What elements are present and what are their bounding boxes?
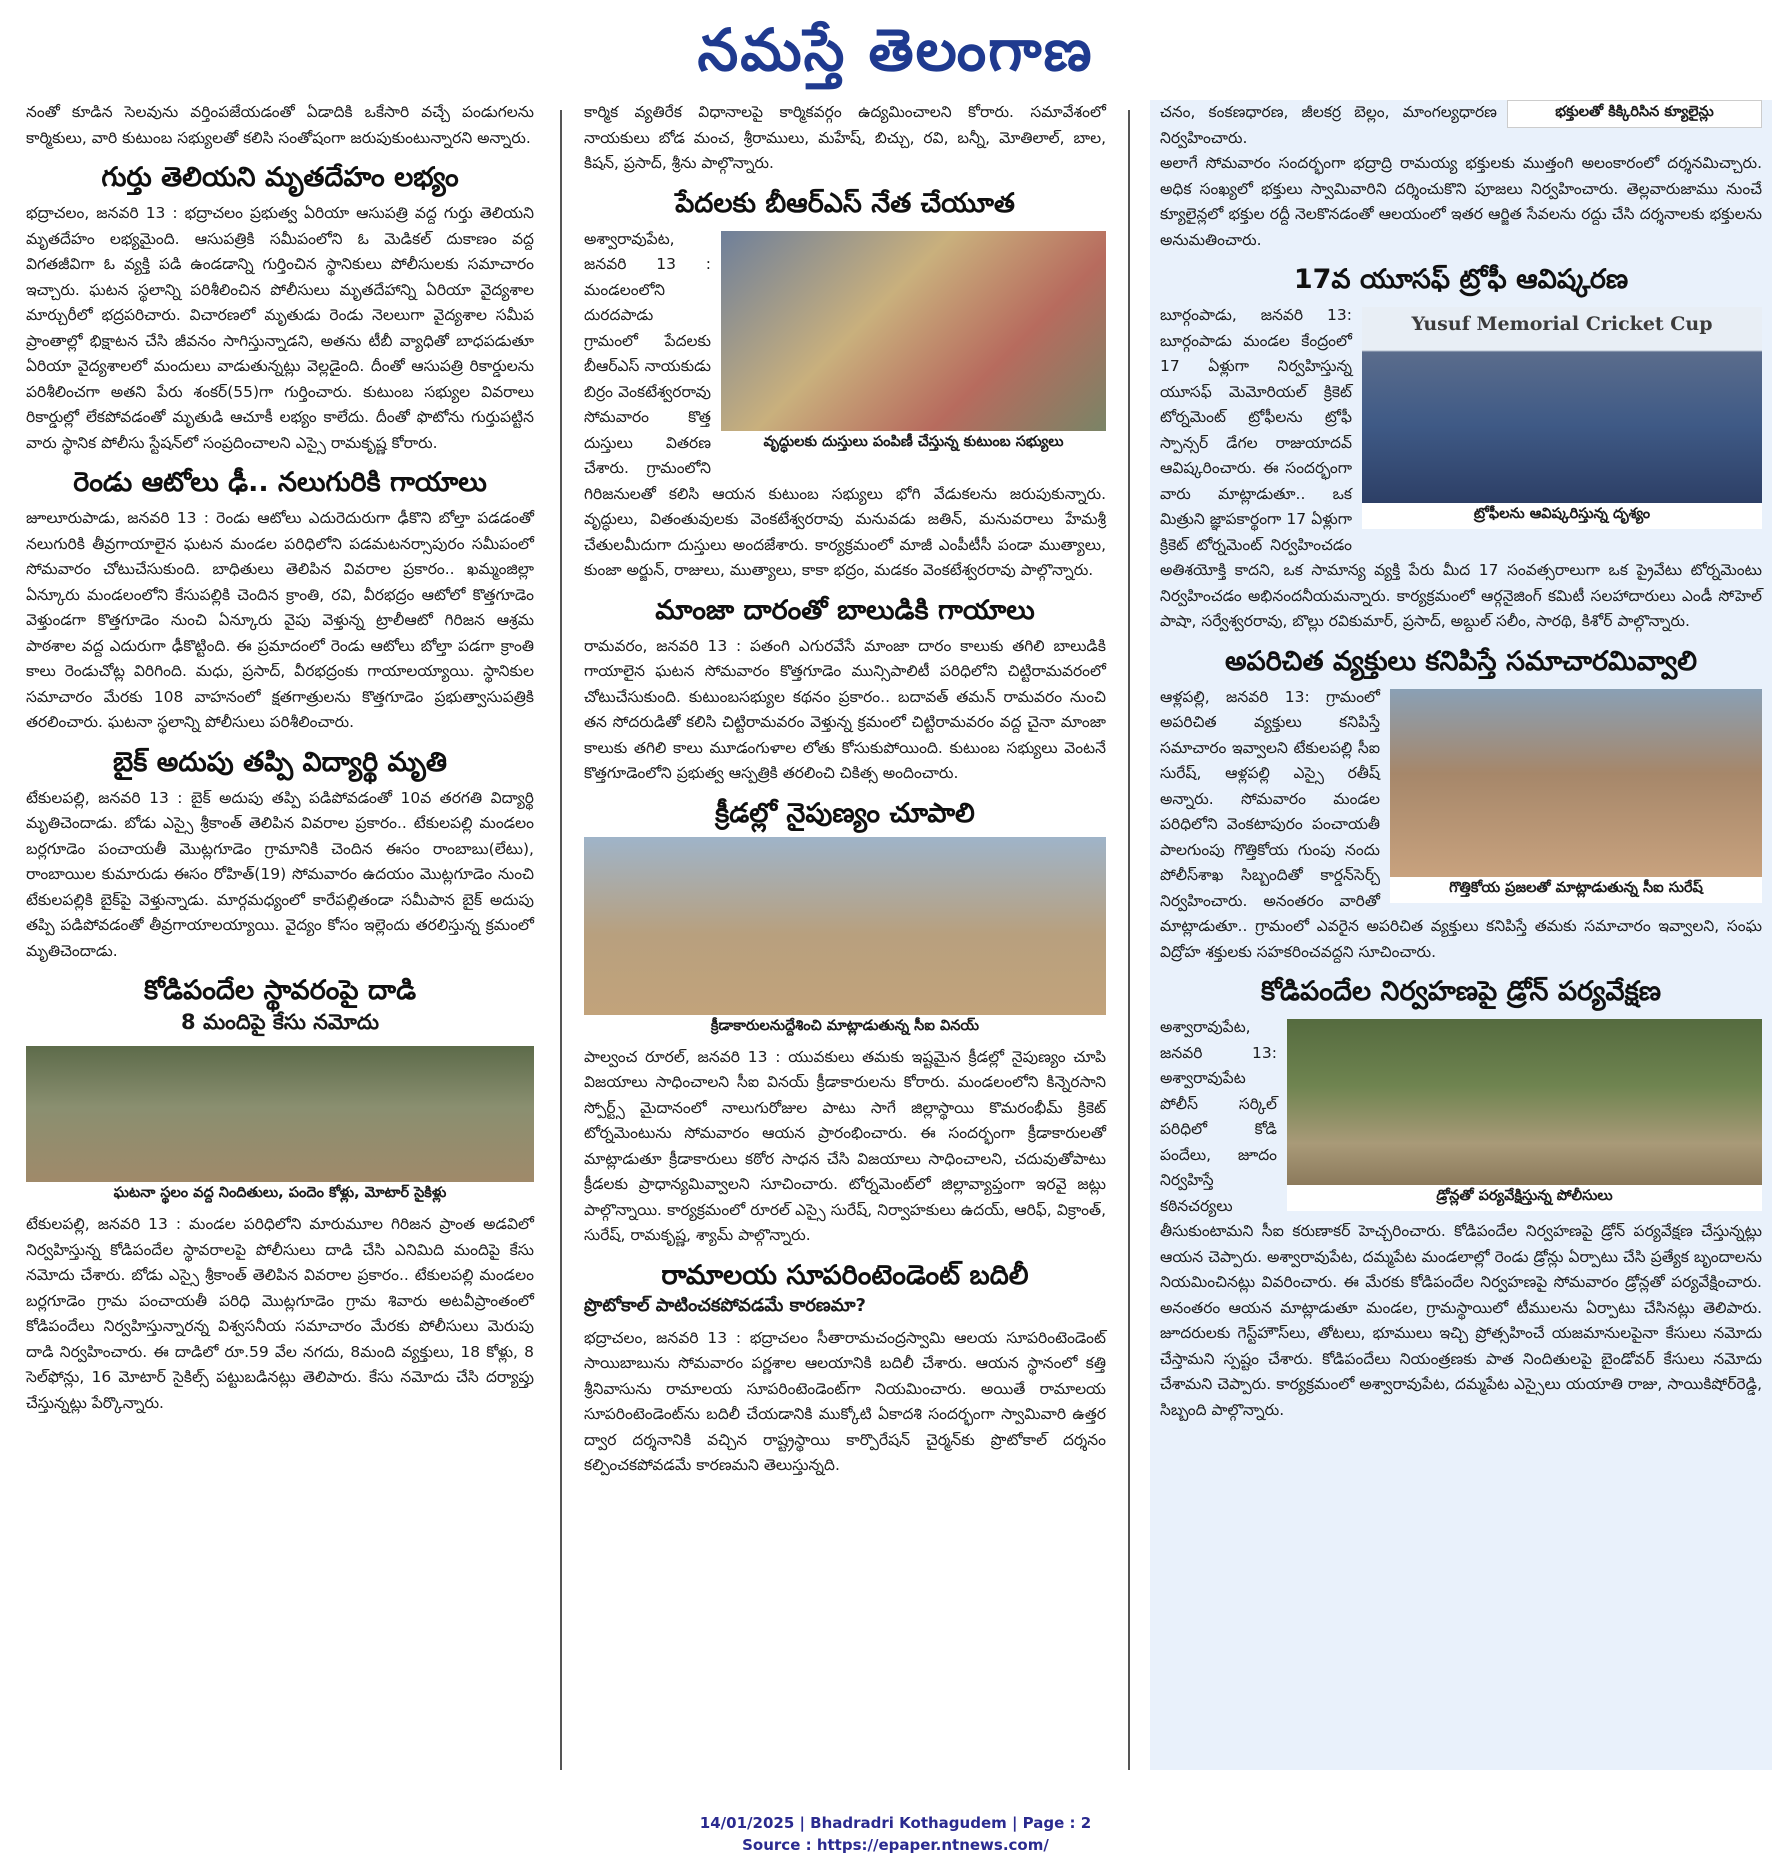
subheadline-temple-transfer: ప్రొటోకాల్ పాటించకపోవడమే కారణమా? [584,1294,866,1316]
headline-sports-skill: క్రీడల్లో నైపుణ్యం చూపాలి [715,797,975,829]
figure-drone-watch [1287,1019,1762,1211]
article-sports-skill: పాల్వంచ రూరల్, జనవరి 13 : యువకులు తమకు ఇష్టమైన క్రీడల్లో నైపుణ్యం చూపి విజయాలు సాధించాలని సీఐ వినయ్ క్రీడాకారులను కోరారు. మండలంలోని కిన్నెరసాని స్పోర్ట్స్ మైదానంలో నాలుగురోజుల పాటు సాగే జిల్లాస్థాయి కొమరంభీమ్ క్రికెట్ టోర్నమెంటును సోమవారం ఆయన ప్రారంభించారు. ఈ సందర్భంగా క్రీడాకారులతో మాట్లాడుతూ క్రీడాకారులు కఠోర సాధన చేసి విజయాలు సాధించాలని, చదువుతోపాటు క్రీడలకు ప్రాధాన్యమివ్వాలని సూచించారు. టోర్నమెంట్‌లో జిల్లావ్యాప్తంగా ఇరవై జట్లు పాల్గొన్నాయి. కార్యక్రమంలో రూరల్ ఎస్సై సురేష్, నిర్వాహకులు ఉదయ్, ఆరిఫ్, విక్రాంత్, సురేష్, రామకృష్ణ, శ్యామ్ పాల్గొన్నారు. [584,1047,1106,1244]
article-unidentified-body: భద్రాచలం, జనవరి 13 : భద్రాచలం ప్రభుత్వ ఏరియా ఆసుపత్రి వద్ద గుర్తు తెలియని మృతదేహం లభ్యమైంది. ఆసుపత్రికి సమీపంలోని ఓ మెడికల్ దుకాణం వద్ద విగతజీవిగా ఓ వ్యక్తి పడి ఉండడాన్ని గుర్తించిన స్థానికులు పోలీసులకు సమాచారం ఇచ్చారు. ఘటన స్థలాన్ని పరిశీలించిన పోలీసులు మృతదేహాన్ని ఏరియా వైద్యశాల మార్చురీలో భద్రపరిచారు. విచారణలో మృతుడు రెండు నెలలుగా వైద్యశాల సమీప ప్రాంతాల్లో భిక్షాటన చేసి జీవనం సాగిస్తున్నాడని, అతను టీబీ వ్యాధితో బాధపడుతూ ఏరియా వైద్యశాలలో మందులు వాడుతున్నట్లు వెల్లడైంది. దీంతో ఆసుపత్రి రికార్డులను పరిశీలించగా అతని పేరు శంకర్(55)గా గుర్తించారు. కుటుంబ సభ్యుల వివరాలు రికార్డుల్లో లేకపోవడంతో మృతుడి ఆచూకీ లభ్యం కాలేదు. దీంతో ఫొటోను గుర్తుపట్టిన వారు స్థానిక పోలీసు స్టేషన్‌లో సంప్రదించాలని ఎస్సై రామకృష్ణ కోరారు. [26,204,534,452]
subheadline-cockfight-raid: 8 మందిపై కేసు నమోదు [181,1010,379,1034]
caption-yusuf-trophy: ట్రోఫీలను ఆవిష్కరిస్తున్న దృశ్యం [1362,503,1762,529]
photo-drone-watch [1287,1019,1762,1185]
article-yusuf-trophy: బూర్గంపాడు, జనవరి 13: బూర్గంపాడు మండల కేంద్రంలో 17 ఏళ్లుగా నిర్వహిస్తున్న యూసఫ్ మెమోరియల్ క్రికెట్ టోర్నమెంట్ ట్రోఫీలను ట్రోఫీ స్పాన్సర్ డేగల రాజుయాదవ్ ఆవిష్కరించారు. ఈ సందర్భంగా వారు మాట్లాడుతూ.. ఒక మిత్రుని జ్ఞాపకార్థంగా 17 ఏళ్లుగా క్రికెట్ టోర్నమెంట్ నిర్వహించడం అతిశయోక్తి కాదని, ఒక సామాన్య వ్యక్తి పేరు మీద 17 సంవత్సరాలుగా ఒక ప్రైవేటు టోర్నమెంటు నిర్వహించడం అభినందనీయమన్నారు. కార్యక్రమంలో ఆర్గనైజింగ్ కమిటీ సలహాదారులు ఎండీ సోహెల్ పాషా, సర్వేశ్వరరావు, బొల్లు రవికుమార్, ప్రసాద్, అబ్దుల్ సలీం, సారథి, కిశోర్ పాల్గొన్నారు. [1160,306,1762,630]
column-divider-right [1128,110,1130,1770]
continued-text: నంతో కూడిన సెలవును వర్తింపజేయడంతో ఏడాదికి ఒకేసారి వచ్చే పండుగలను కార్మికులు, వారి కుటుంబ సభ్యులతో కలిసి సంతోషంగా జరుపుకుంటున్నారని అన్నారు. [26,103,534,147]
photo-sports-skill [584,837,1106,1015]
headline-brs-help: పేదలకు బీఆర్‌ఎస్ నేత చేయూత [675,187,1015,219]
figure-unknown-persons [1390,689,1762,903]
masthead-title: నమస్తే తెలంగాణ [697,16,1094,84]
headline-drone-watch: కోడిపందేల నిర్వహణపై డ్రోన్ పర్యవేక్షణ [1260,976,1662,1007]
headline-auto-collision: రెండు ఆటోలు ఢీ.. నలుగురికి గాయాలు [73,467,487,498]
headline-temple-transfer: రామాలయ సూపరింటెండెంట్ బదిలీ [661,1259,1029,1291]
caption-unknown-persons: గొత్తికోయ ప్రజలతో మాట్లాడుతున్న సీఐ సురేష్ [1390,877,1762,903]
continued-text-2: అలాగే సోమవారం సందర్భంగా భద్రాద్రి రామయ్య భక్తులకు ముత్తంగి అలంకారంలో దర్శనమిచ్చారు. అధిక సంఖ్యలో భక్తులు స్వామివారిని దర్శించుకొని పూజలు నిర్వహించారు. తెల్లవారుజాము నుంచే క్యూలైన్లలో భక్తుల రద్దీ నెలకొనడంతో ఆలయంలో ఇతర ఆర్జిత సేవలను రద్దు చేసి దర్శనాలకు భక్తులను అనుమతించారు. [1160,154,1762,249]
page-footer [0,1812,1791,1856]
article-bike-accident: టేకులపల్లి, జనవరి 13 : బైక్ అదుపు తప్పి పడిపోవడంతో 10వ తరగతి విద్యార్థి మృతిచెందాడు. బోడు ఎస్సై శ్రీకాంత్ తెలిపిన వివరాల ప్రకారం.. టేకులపల్లి మండలం బర్లగూడెం పంచాయతీ మొట్లగూడెం గ్రామానికి చెందిన ఈసం రాంబాబు(లేటు), రాంబాయిల కుమారుడు ఈసం రోహిత్(19) సోమవారం ఉదయం మొట్లగూడెం నుంచి టేకులపల్లికి బైక్‌పై వెళ్తున్నాడు. మార్గమధ్యంలో కారేపల్లితండా సమీపాన బైక్ అదుపు తప్పి పడిపోవడంతో తీవ్రగాయాలయ్యాయి. వైద్యం కోసం ఇల్లెందు తరలిస్తున్న క్రమంలో మృతిచెందాడు. [26,788,534,960]
figure-queue-lines [1507,100,1762,128]
footer-source-line: Source : https://epaper.ntnews.com/ [742,1836,1049,1854]
figure-yusuf-trophy [1362,307,1762,529]
trophy-banner-text: Yusuf Memorial Cricket Cup [1411,313,1713,335]
article-unknown-persons: ఆళ్లపల్లి, జనవరి 13: గ్రామంలో అపరిచిత వ్యక్తులు కనిపిస్తే సమాచారం ఇవ్వాలని టేకులపల్లి సీఐ సురేష్, ఆళ్లపల్లి ఎస్సై రతీష్ అన్నారు. సోమవారం మండల పరిధిలోని వెంకటాపురం పంచాయతీ పాలగుంపు గొత్తికోయ గుంపు నందు పోలీస్‌శాఖ సిబ్బందితో కార్డన్‌సెర్చ్ నిర్వహించారు. అనంతరం వారితో మాట్లాడుతూ.. గ్రామంలో ఎవరైన అపరిచిత వ్యక్తులు కనిపిస్తే తమకు సమాచారం ఇవ్వాలని, సంఘ విద్రోహ శక్తులకు సహకరించవద్దని సూచించారు. [1160,687,1762,961]
article-auto-collision: జూలూరుపాడు, జనవరి 13 : రెండు ఆటోలు ఎదురెదురుగా ఢీకొని బోల్తా పడడంతో నలుగురికి తీవ్రగాయాలైన ఘటన మండల పరిధిలోని పడమటనర్సాపురం సమీపంలో సోమవారం చోటుచేసుకుంది. బాధితులు తెలిపిన వివరాల ప్రకారం.. ఖమ్మంజిల్లా ఏన్కూరు మండలంలోని కేసుపల్లికి చెందిన క్రాంతి, రవి, వీరభద్రం ఆటోలో కొత్తగూడెం వెళ్తుండగా కొత్తగూడెం నుంచి ఏన్కూరు వైపు వెళ్తున్న ట్రాలీఆటో గిరిజన ఆశ్రమ పాఠశాల వద్ద ఎదురుగా ఢీకొట్టింది. ఈ ప్రమాదంలో రెండు ఆటోలు బోల్తా పడగా క్రాంతి కాలు రెండుచోట్ల విరిగింది. మధు, ప్రసాద్, వీరభద్రంకు గాయాలయ్యాయి. స్థానికుల సమాచారం మేరకు 108 వాహనంలో క్షతగాత్రులను కొత్తగూడెం ప్రభుత్వాసుపత్రికి తరలించారు. ఘటనా స్థలాన్ని పోలీసులు పరిశీలించారు. [26,509,534,731]
photo-brs-help [721,231,1106,431]
figure-sports-skill [584,837,1106,1041]
photo-unknown-persons [1390,689,1762,877]
caption-cockfight-raid: ఘటనా స్థలం వద్ద నిందితులు, పందెం కోళ్లు, మోటార్ సైకిళ్లు [26,1182,534,1208]
headline-cockfight-raid: కోడిపందేల స్థావరంపై దాడి [143,975,417,1006]
article-manja-injury: రామవరం, జనవరి 13 : పతంగి ఎగురవేసే మాంజా దారం కాలుకు తగిలి బాలుడికి గాయాలైన ఘటన సోమవారం కొత్తగూడెం మున్సిపాలిటీ పరిధిలోని చిట్టిరామవరంలో చోటుచేసుకుంది. కుటుంబసభ్యుల కథనం ప్రకారం.. బదావత్ తమన్ రామవరం నుంచి తన సోదరుడితో కలిసి చిట్టిరామవరం వెళ్తున్న క్రమంలో చిట్టిరామవరం వద్ద చైనా మాంజా కాలుకు తగిలి కాలు మూడంగుళాల లోతు కోసుకుపోయింది. కుటుంబ సభ్యులు వెంటనే కొత్తగూడెంలోని ప్రభుత్వ ఆస్పత్రికి తరలించి చికిత్స అందించారు. [584,636,1106,782]
headline-unknown-persons: అపరిచిత వ్యక్తులు కనిపిస్తే సమాచారమివ్వాలి [1224,645,1698,677]
article-cockfight-raid: టేకులపల్లి, జనవరి 13 : మండల పరిధిలోని మారుమూల గిరిజన ప్రాంత అడవిలో నిర్వహిస్తున్న కోడిపందేల స్థావరాలపై పోలీసులు దాడి చేసి ఎనిమిది మందిపై కేసు నమోదు చేశారు. బోడు ఎస్సై శ్రీకాంత్ తెలిపిన వివరాల ప్రకారం.. టేకులపల్లి మండలం బర్లగూడెం గ్రామ పంచాయతీ పరిధి మొట్లగూడెం గ్రామ శివారు అటవీప్రాంతంలో కోడిపందేలు నిర్వహిస్తున్నారన్న విశ్వసనీయ సమాచారం మేరకు పోలీసులు మెరుపు దాడి నిర్వహించారు. ఈ దాడిలో రూ.59 వేల నగదు, 8మంది వ్యక్తులు, 18 కోళ్లు, 8 సెల్‌ఫోన్లు, 16 మోటార్ సైకిల్స్ పట్టుబడినట్లు తెలిపారు. కేసు నమోదు చేసి దర్యాప్తు చేస్తున్నట్లు పేర్కొన్నారు. [26,1215,534,1412]
figure-brs-help [721,231,1106,457]
article-drone-watch: అశ్వారావుపేట, జనవరి 13: అశ్వారావుపేట పోలీస్ సర్కిల్ పరిధిలో కోడి పందేలు, జూదం నిర్వహిస్తే కఠినచర్యలు తీసుకుంటామని సీఐ కరుణాకర్ హెచ్చరించారు. కోడిపందేల నిర్వహణపై డ్రోన్ పర్యవేక్షణ చేస్తున్నట్లు ఆయన చెప్పారు. అశ్వారావుపేట, దమ్మపేట మండలాల్లో రెండు డ్రోన్లు ఏర్పాటు చేసి ప్రత్యేక బృందాలను నియమించినట్లు వివరించారు. ఈ మేరకు కోడిపందేల నిర్వహణపై సోమవారం డ్రోన్లతో పర్యవేక్షించారు. అనంతరం ఆయన మాట్లాడుతూ మండల, గ్రామస్థాయిలో టీములను ఏర్పాటు చేసినట్లు తెలిపారు. జూదరులకు గెస్ట్‌హౌస్‌లు, తోటలు, భూములు ఇచ్చి ప్రోత్సహించే యజమానులపైనా కేసులు నమోదు చేస్తామని స్పష్టం చేశారు. కోడిపందేలు నియంత్రణకు పాత నిందితులపై బైండోవర్ కేసులు నమోదు చేశామని చెప్పారు. కార్యక్రమంలో అశ్వారావుపేట, దమ్మపేట ఎస్సైలు యయాతి రాజు, సాయికిషోర్‌రెడ్డి, సిబ్బంది పాల్గొన్నారు. [1160,1018,1762,1419]
caption-brs-help: వృద్ధులకు దుస్తులు పంపిణీ చేస్తున్న కుటుంబ సభ్యులు [721,431,1106,457]
continued-text: కార్మిక వ్యతిరేక విధానాలపై కార్మికవర్గం ఉద్యమించాలని కోరారు. సమావేశంలో నాయకులు బోడ మంచ, శ్రీరాములు, మహేష్, బిచ్చు, రవి, బన్నీ, మోతిలాల్, బాల, కిషన్, ప్రసాద్, శ్రీను పాల్గొన్నారు. [584,103,1106,172]
continued-text: చనం, కంకణధారణ, జీలకర్ర బెల్లం, మాంగల్యధారణ నిర్వహించారు. [1160,103,1497,147]
headline-unidentified-body: గుర్తు తెలియని మృతదేహం లభ్యం [101,162,459,193]
column-left [26,100,534,1416]
headline-manja-injury: మాంజా దారంతో బాలుడికి గాయాలు [655,594,1035,626]
figure-cockfight-raid [26,1046,534,1208]
article-brs-help: అశ్వారావుపేట, జనవరి 13 : మండలంలోని దురదపాడు గ్రామంలో పేదలకు బీఆర్‌ఎస్ నాయకుడు బిర్రం వెంకటేశ్వరరావు సోమవారం కొత్త దుస్తులు వితరణ చేశారు. గ్రామంలోని గిరిజనులతో కలిసి ఆయన కుటుంబ సభ్యులు భోగి వేడుకలను జరుపుకున్నారు. వృద్ధులు, వితంతువులకు వెంకటేశ్వరరావు మనువడు జతిన్, మనువరాలు హేమశ్రీ చేతులమీదుగా దుస్తులు అందజేశారు. కార్యక్రమంలో మాజీ ఎంపీటీసీ పండా ముత్యాలు, కుంజా అర్జున్, రాజులు, ముత్యాలు, కాకా భద్రం, మడకం వెంకటేశ్వరరావు పాల్గొన్నారు. [584,229,1106,579]
column-middle [584,100,1106,1479]
caption-queue-lines: భక్తులతో కిక్కిరిసిన క్యూలైన్లు [1507,100,1762,128]
column-divider-left [560,110,562,1770]
column-right [1150,100,1772,1770]
headline-bike-accident: బైక్ అదుపు తప్పి విద్యార్థి మృతి [113,746,447,778]
article-temple-transfer: భద్రాచలం, జనవరి 13 : భద్రాచలం సీతారామచంద్రస్వామి ఆలయ సూపరింటెండెంట్ సాయిబాబును సోమవారం పర్ణశాల ఆలయానికి బదిలీ చేశారు. ఆయన స్థానంలో కత్తి శ్రీనివాసును రామాలయ సూపరింటెండెంట్‌గా నియమించారు. అయితే రామాలయ సూపరింటెండెంట్‌ను బదిలీ చేయడానికి ముక్కోటి ఏకాదశి సందర్భంగా స్వామివారి ఉత్తర ద్వార దర్శనానికి వచ్చిన రాష్ట్రస్థాయి కార్పొరేషన్ చైర్మన్‌కు ప్రొటోకాల్ దర్శనం కల్పించకపోవడమే కారణమని తెలుస్తున్నది. [584,1328,1106,1474]
photo-cockfight-raid [26,1046,534,1182]
caption-drone-watch: డ్రోన్లతో పర్యవేక్షిస్తున్న పోలీసులు [1287,1185,1762,1211]
footer-edition-line: 14/01/2025 | Bhadradri Kothagudem | Page : 2 [699,1814,1092,1832]
headline-yusuf-trophy: 17వ యూసఫ్ ట్రోఫీ ఆవిష్కరణ [1293,264,1629,295]
caption-sports-skill: క్రీడాకారులనుద్దేశించి మాట్లాడుతున్న సీఐ వినయ్ [584,1015,1106,1041]
photo-yusuf-trophy [1362,307,1762,503]
